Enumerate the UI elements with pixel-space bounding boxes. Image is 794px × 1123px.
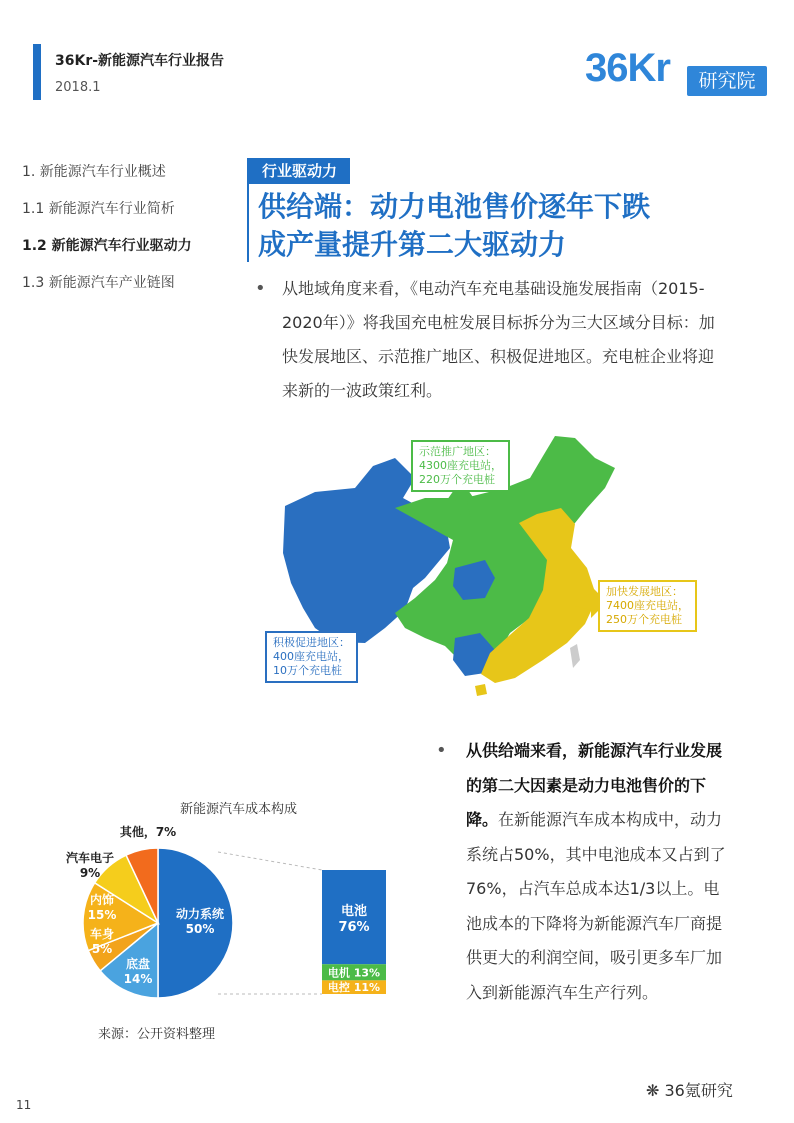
bar-value: 76% [338,920,370,936]
bar-label: 电池 [340,904,368,920]
bar-label: 电机 13% [327,966,381,980]
chart-title: 新能源汽车成本构成 [180,802,298,817]
pie-label: 动力系统 [175,907,225,921]
brand-logo [585,46,765,102]
page-number: 11 [16,1098,32,1112]
bullet-dot: • [436,740,447,761]
callout-promote-region [265,631,358,683]
callout-line: 7400座充电站， [606,599,689,612]
toc-nav [22,160,192,308]
section-tag: 行业驱动力 [249,158,350,184]
wechat-icon: ❋ [646,1081,665,1100]
callout-demo-region [411,440,510,492]
paragraph-supply [466,734,728,1010]
callout-line: 4300座充电站， [419,459,502,472]
bar-label: 电控 11% [327,981,381,995]
wechat-label [646,1078,733,1101]
toc-item-label: 1. 新能源汽车行业概述 [22,164,166,180]
callout-line: 加快发展地区： [606,585,683,598]
header-accent-bar [33,44,41,100]
toc-item-drivers[interactable] [22,234,192,271]
callout-line: 10万个充电桩 [273,664,342,677]
map-island [475,684,487,696]
pie-label: 底盘 [125,957,151,971]
report-date: 2018.1 [55,80,101,95]
wechat-text: 36氪研究 [664,1081,733,1100]
pie-chart [66,824,233,998]
paragraph-supply-text: 在新能源汽车成本构成中，动力系统占50%，其中电池成本又占到了76%，占汽车总成本达1/3以上。电池成本的下降将为新能源汽车厂商提供更大的利润空间，吸引更多车厂加入到新能源汽车生产行列。 [466,810,726,1002]
paragraph-region: 从地域角度来看，《电动汽车充电基础设施发展指南（2015-2020年）》将我国充电桩发展目标拆分为三大区域分目标：加快发展地区、示范推广地区、积极促进地区。充电桩企业将迎来新的一波政策红利。 [282,279,715,400]
pie-label: 车身 [89,927,115,941]
stacked-bar [322,870,386,994]
toc-item-chain[interactable] [22,271,192,308]
pie-value: 5% [91,942,113,956]
pie-label: 其他，7% [119,825,177,839]
callout-line: 400座充电站， [273,650,349,663]
connector-line [218,852,322,870]
headline-line-2: 成产量提升第二大驱动力 [258,228,567,261]
callout-line: 250万个充电桩 [606,613,682,626]
pie-value: 9% [79,866,101,880]
toc-item-label: 1.2 新能源汽车行业驱动力 [22,238,192,254]
callout-line: 示范推广地区： [419,445,496,458]
toc-item-analysis[interactable] [22,197,192,234]
headline-line-1: 供给端：动力电池售价逐年下跌 [258,190,651,223]
toc-item-label: 1.3 新能源汽车产业链图 [22,275,175,291]
map-island [570,644,580,668]
china-charging-map [275,428,727,718]
toc-item-label: 1.1 新能源汽车行业简析 [22,201,175,217]
paragraph-supply-bold: 从供给端来看，新能源汽车行业发展的第二大因素是动力电池售价的下降。 [466,741,723,829]
logo-box-text: 研究院 [687,66,767,96]
callout-line: 积极促进地区： [273,636,350,649]
pie-label: 汽车电子 [65,851,115,865]
headline [258,188,778,264]
callout-line: 220万个充电桩 [419,473,495,486]
cost-chart [60,818,400,1018]
pie-value: 14% [123,972,153,986]
pie-label: 内饰 [89,893,115,907]
callout-accel-region [598,580,697,632]
pie-value: 15% [87,908,117,922]
bullet-dot: • [255,278,266,299]
toc-item-overview[interactable] [22,160,192,197]
logo-text: 36Kr [585,46,670,90]
report-title: 36Kr-新能源汽车行业报告 [55,53,225,69]
source-note: 来源：公开资料整理 [98,1027,216,1042]
pie-value: 50% [185,922,215,936]
